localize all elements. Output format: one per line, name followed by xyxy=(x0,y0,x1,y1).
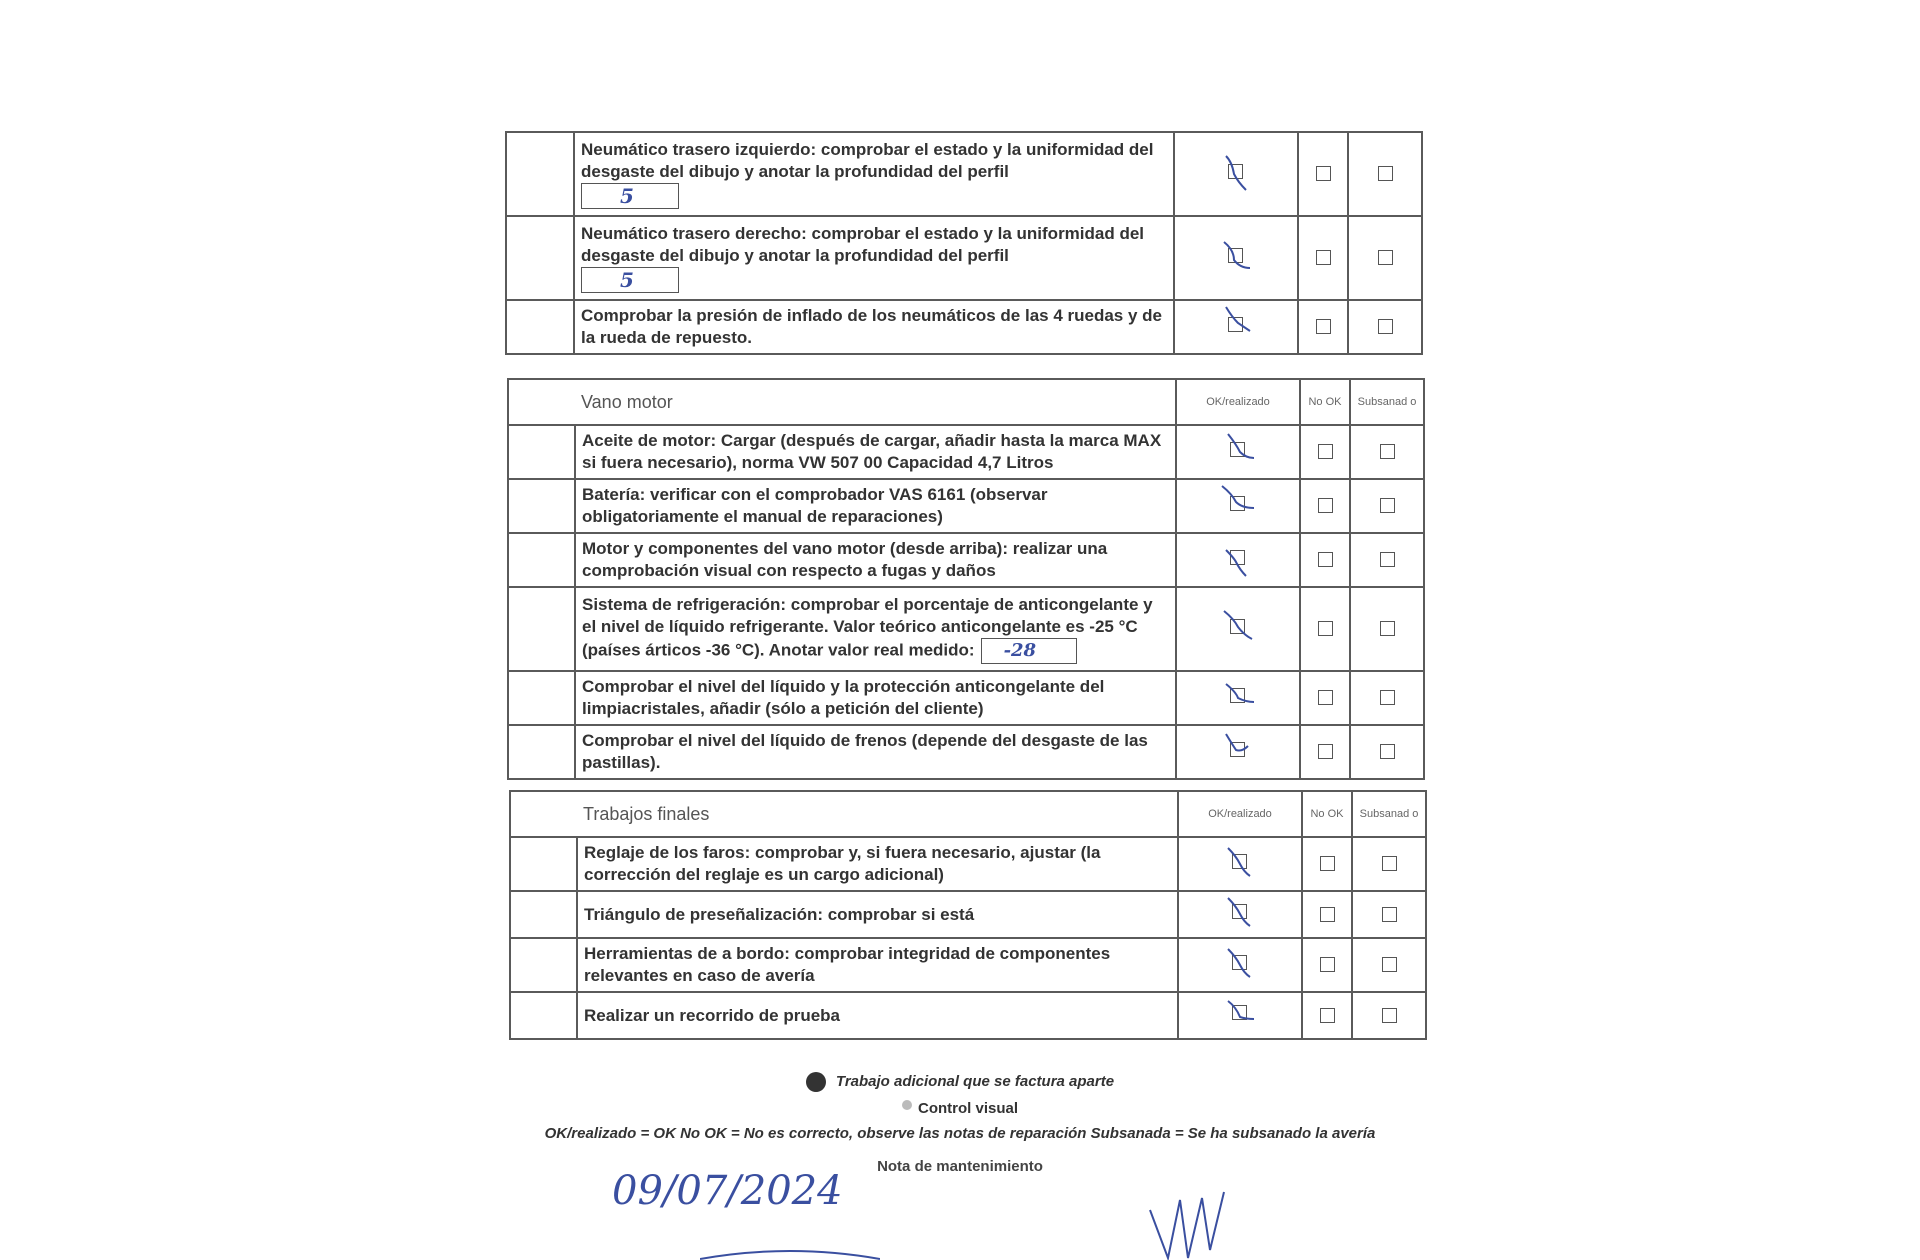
table-row xyxy=(510,938,1426,992)
ok-checkbox[interactable] xyxy=(1218,538,1258,578)
subsanado-checkbox[interactable] xyxy=(1378,166,1393,181)
subsanado-checkbox[interactable] xyxy=(1380,498,1395,513)
ok-checkbox[interactable] xyxy=(1216,152,1256,192)
legend-meaning: OK/realizado = OK No OK = No es correcto, observe las notas de reparación Subsanada = Se ha subsanado la avería xyxy=(544,1125,1376,1142)
engine-bay-table xyxy=(507,378,1425,780)
row-text: Batería: verificar con el comprobador VAS 6161 (observar obligatoriamente el manual de reparaciones) xyxy=(575,479,1176,533)
subsanado-checkbox[interactable] xyxy=(1382,1008,1397,1023)
subsanado-checkbox[interactable] xyxy=(1380,744,1395,759)
row-text: Comprobar la presión de inflado de los neumáticos de las 4 ruedas y de la rueda de repuesto. xyxy=(574,300,1174,354)
signature-icon xyxy=(1140,1190,1260,1260)
check-mark-icon xyxy=(1216,236,1256,276)
no-ok-checkbox[interactable] xyxy=(1320,856,1335,871)
no-ok-checkbox[interactable] xyxy=(1316,319,1331,334)
row-text: Herramientas de a bordo: comprobar integridad de componentes relevantes en caso de avería xyxy=(577,938,1178,992)
no-ok-checkbox[interactable] xyxy=(1318,498,1333,513)
check-mark-icon xyxy=(1218,538,1258,578)
no-ok-checkbox[interactable] xyxy=(1318,552,1333,567)
subsanado-checkbox[interactable] xyxy=(1382,907,1397,922)
check-mark-icon xyxy=(1218,484,1258,524)
tread-depth-field[interactable]: 5 xyxy=(581,267,679,293)
no-ok-checkbox[interactable] xyxy=(1318,621,1333,636)
tyres-table xyxy=(505,131,1423,355)
row-text: Reglaje de los faros: comprobar y, si fuera necesario, ajustar (la corrección del reglaje es un cargo adicional) xyxy=(577,837,1178,891)
table-row xyxy=(508,671,1424,725)
table-row xyxy=(508,479,1424,533)
subsanado-checkbox[interactable] xyxy=(1380,690,1395,705)
table-row xyxy=(506,300,1422,354)
col-subsanado-header: Subsanad o xyxy=(1350,379,1424,425)
no-ok-checkbox[interactable] xyxy=(1318,690,1333,705)
row-text: Motor y componentes del vano motor (desde arriba): realizar una comprobación visual con respecto a fugas y daños xyxy=(575,533,1176,587)
no-ok-checkbox[interactable] xyxy=(1320,1008,1335,1023)
row-text: Sistema de refrigeración: comprobar el porcentaje de anticongelante y el nivel de líquido refrigerante. Valor teórico anticongelante es -25 °C (países árticos -36 °C). Anotar valor real medido: xyxy=(582,595,1153,660)
row-text: Triángulo de preseñalización: comprobar si está xyxy=(577,891,1178,938)
legend-extra-work: Trabajo adicional que se factura aparte xyxy=(0,1072,1920,1092)
section-title: Trabajos finales xyxy=(577,791,1178,837)
no-ok-checkbox[interactable] xyxy=(1316,250,1331,265)
check-mark-icon xyxy=(1218,430,1258,470)
ok-checkbox[interactable] xyxy=(1218,430,1258,470)
col-ok-header: OK/realizado xyxy=(1176,379,1300,425)
ok-checkbox[interactable] xyxy=(1218,730,1258,770)
row-text: Realizar un recorrido de prueba xyxy=(577,992,1178,1039)
table-row xyxy=(508,587,1424,671)
row-text: Neumático trasero derecho: comprobar el estado y la uniformidad del desgaste del dibujo y anotar la profundidad del perfil xyxy=(581,224,1145,265)
pen-stroke-icon xyxy=(700,1245,880,1260)
ok-checkbox[interactable] xyxy=(1220,892,1260,932)
table-row xyxy=(506,132,1422,216)
col-no-ok-header: No OK xyxy=(1302,791,1352,837)
no-ok-checkbox[interactable] xyxy=(1320,907,1335,922)
filled-dot-icon xyxy=(806,1072,826,1092)
row-text: Comprobar el nivel del líquido de frenos (depende del desgaste de las pastillas). xyxy=(575,725,1176,779)
legend-visual-check: Control visual xyxy=(0,1100,1920,1117)
subsanado-checkbox[interactable] xyxy=(1378,250,1393,265)
ok-checkbox[interactable] xyxy=(1220,943,1260,983)
table-row xyxy=(506,216,1422,300)
check-mark-icon xyxy=(1218,607,1258,647)
check-mark-icon xyxy=(1220,943,1260,983)
section-title: Vano motor xyxy=(575,379,1176,425)
no-ok-checkbox[interactable] xyxy=(1318,744,1333,759)
ok-checkbox[interactable] xyxy=(1220,993,1260,1033)
table-row xyxy=(508,425,1424,479)
col-ok-header: OK/realizado xyxy=(1178,791,1302,837)
section-header xyxy=(510,791,1426,837)
col-no-ok-header: No OK xyxy=(1300,379,1350,425)
no-ok-checkbox[interactable] xyxy=(1318,444,1333,459)
check-mark-icon xyxy=(1216,152,1256,192)
handwritten-date: 09/07/2024 xyxy=(612,1168,843,1214)
no-ok-checkbox[interactable] xyxy=(1316,166,1331,181)
ok-checkbox[interactable] xyxy=(1218,484,1258,524)
section-header xyxy=(508,379,1424,425)
subsanado-checkbox[interactable] xyxy=(1382,856,1397,871)
check-mark-icon xyxy=(1218,730,1258,770)
check-mark-icon xyxy=(1220,892,1260,932)
check-mark-icon xyxy=(1218,676,1258,716)
maintenance-note-label: Nota de mantenimiento xyxy=(877,1158,1043,1175)
subsanado-checkbox[interactable] xyxy=(1380,552,1395,567)
subsanado-checkbox[interactable] xyxy=(1380,621,1395,636)
tread-depth-field[interactable]: 5 xyxy=(581,183,679,209)
no-ok-checkbox[interactable] xyxy=(1320,957,1335,972)
table-row xyxy=(510,891,1426,938)
table-row xyxy=(510,837,1426,891)
final-works-table xyxy=(509,790,1427,1040)
check-mark-icon xyxy=(1220,842,1260,882)
light-dot-icon xyxy=(902,1100,912,1110)
ok-checkbox[interactable] xyxy=(1218,607,1258,647)
check-mark-icon xyxy=(1216,305,1256,345)
ok-checkbox[interactable] xyxy=(1218,676,1258,716)
ok-checkbox[interactable] xyxy=(1216,305,1256,345)
ok-checkbox[interactable] xyxy=(1220,842,1260,882)
table-row xyxy=(510,992,1426,1039)
subsanado-checkbox[interactable] xyxy=(1378,319,1393,334)
subsanado-checkbox[interactable] xyxy=(1382,957,1397,972)
table-row xyxy=(508,533,1424,587)
check-mark-icon xyxy=(1220,993,1260,1033)
row-text: Neumático trasero izquierdo: comprobar el estado y la uniformidad del desgaste del dibujo y anotar la profundidad del perfil xyxy=(581,140,1154,181)
ok-checkbox[interactable] xyxy=(1216,236,1256,276)
table-row xyxy=(508,725,1424,779)
coolant-value-field[interactable]: -28 xyxy=(981,638,1077,664)
row-text: Comprobar el nivel del líquido y la protección anticongelante del limpiacristales, añadir (sólo a petición del cliente) xyxy=(575,671,1176,725)
row-text: Aceite de motor: Cargar (después de cargar, añadir hasta la marca MAX si fuera necesario), norma VW 507 00 Capacidad 4,7 Litros xyxy=(575,425,1176,479)
subsanado-checkbox[interactable] xyxy=(1380,444,1395,459)
col-subsanado-header: Subsanad o xyxy=(1352,791,1426,837)
